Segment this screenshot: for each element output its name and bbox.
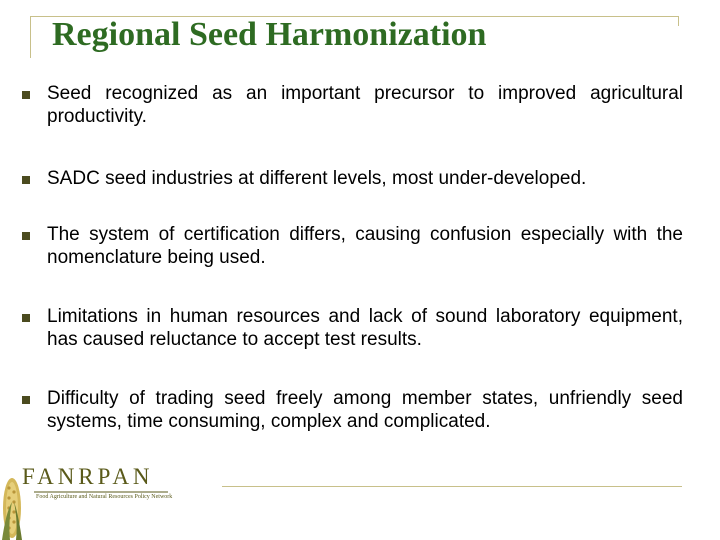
bullet-text: Limitations in human resources and lack of sound laboratory equipment, has caused reluctance to accept test results. [47, 306, 683, 350]
bullet-marker-icon [22, 232, 30, 240]
bullet-marker-icon [22, 176, 30, 184]
bullet-text: Difficulty of trading seed freely among member states, unfriendly seed systems, time consuming, complex and complicated. [47, 388, 683, 432]
title-frame-left-rule [30, 16, 31, 58]
logo-name: FANRPAN [22, 464, 154, 489]
bullet-text: The system of certification differs, causing confusion especially with the nomenclature being used. [47, 224, 683, 268]
bullet-text: Seed recognized as an important precursor to improved agricultural productivity. [47, 83, 683, 127]
title-frame-right-rule [678, 16, 679, 26]
logo-tagline: Food Agriculture and Natural Resources Policy Network [36, 494, 173, 500]
bullet-marker-icon [22, 314, 30, 322]
slide-title: Regional Seed Harmonization [52, 16, 487, 53]
footer-rule [222, 486, 682, 487]
fanrpan-logo [0, 462, 200, 540]
bullet-text: SADC seed industries at different levels, most under-developed. [47, 168, 587, 189]
bullet-marker-icon [22, 91, 30, 99]
bullet-marker-icon [22, 396, 30, 404]
